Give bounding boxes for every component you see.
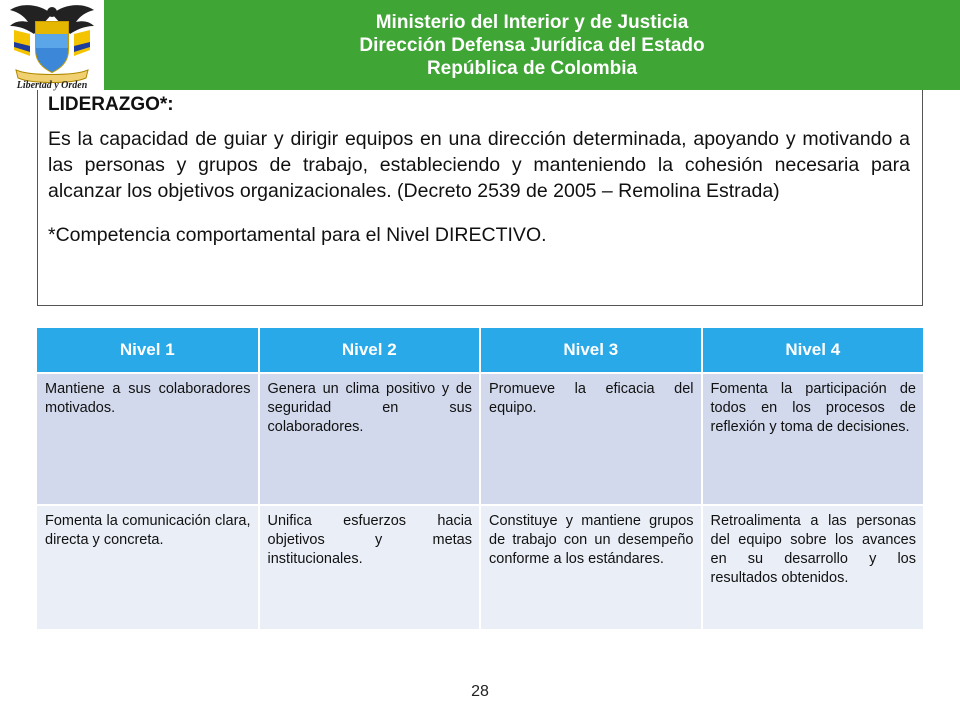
definition-box <box>37 90 923 306</box>
definition-note: *Competencia comportamental para el Nivel DIRECTIVO. <box>48 224 547 246</box>
page-number: 28 <box>471 683 489 700</box>
coat-of-arms-logo <box>0 0 104 92</box>
table-header-row <box>37 328 923 373</box>
definition-text: Es la capacidad de guiar y dirigir equipos en una dirección determinada, apoyando y motivando a las personas y grupos de trabajo, estableciendo y manteniendo la cohesión necesaria para alcanzar los objetivos organizacionales. (Decreto 2539 de 2005 – Remolina Estrada) <box>48 128 910 202</box>
coat-of-arms-icon <box>0 0 104 92</box>
table-cell: Fomenta la comunicación clara, directa y concreta. <box>37 505 259 629</box>
svg-text:Libertad y Orden: Libertad y Orden <box>16 80 88 91</box>
table-cell: Mantiene a sus colaboradores motivados. <box>37 373 259 505</box>
header-line-ministry: Ministerio del Interior y de Justicia <box>375 11 689 33</box>
header-nivel-2: Nivel 2 <box>259 328 481 373</box>
header-line-direction: Dirección Defensa Jurídica del Estado <box>359 34 705 56</box>
table-row <box>37 505 923 629</box>
table-cell: Retroalimenta a las personas del equipo sobre los avances en su desarrollo y los resultados obtenidos. <box>702 505 924 629</box>
table-cell: Unifica esfuerzos hacia objetivos y metas institucionales. <box>259 505 481 629</box>
table-cell: Fomenta la participación de todos en los procesos de reflexión y toma de decisiones. <box>702 373 924 505</box>
table-row <box>37 373 923 505</box>
header-nivel-1: Nivel 1 <box>37 328 259 373</box>
definition-title: LIDERAZGO*: <box>48 94 174 115</box>
header-nivel-3: Nivel 3 <box>480 328 702 373</box>
header-nivel-4: Nivel 4 <box>702 328 924 373</box>
table-cell: Promueve la eficacia del equipo. <box>480 373 702 505</box>
table-cell: Genera un clima positivo y de seguridad en sus colaboradores. <box>259 373 481 505</box>
header-line-republic: República de Colombia <box>426 57 638 79</box>
levels-table <box>37 328 923 629</box>
ministry-header <box>104 0 960 90</box>
table-cell: Constituye y mantiene grupos de trabajo con un desempeño conforme a los estándares. <box>480 505 702 629</box>
